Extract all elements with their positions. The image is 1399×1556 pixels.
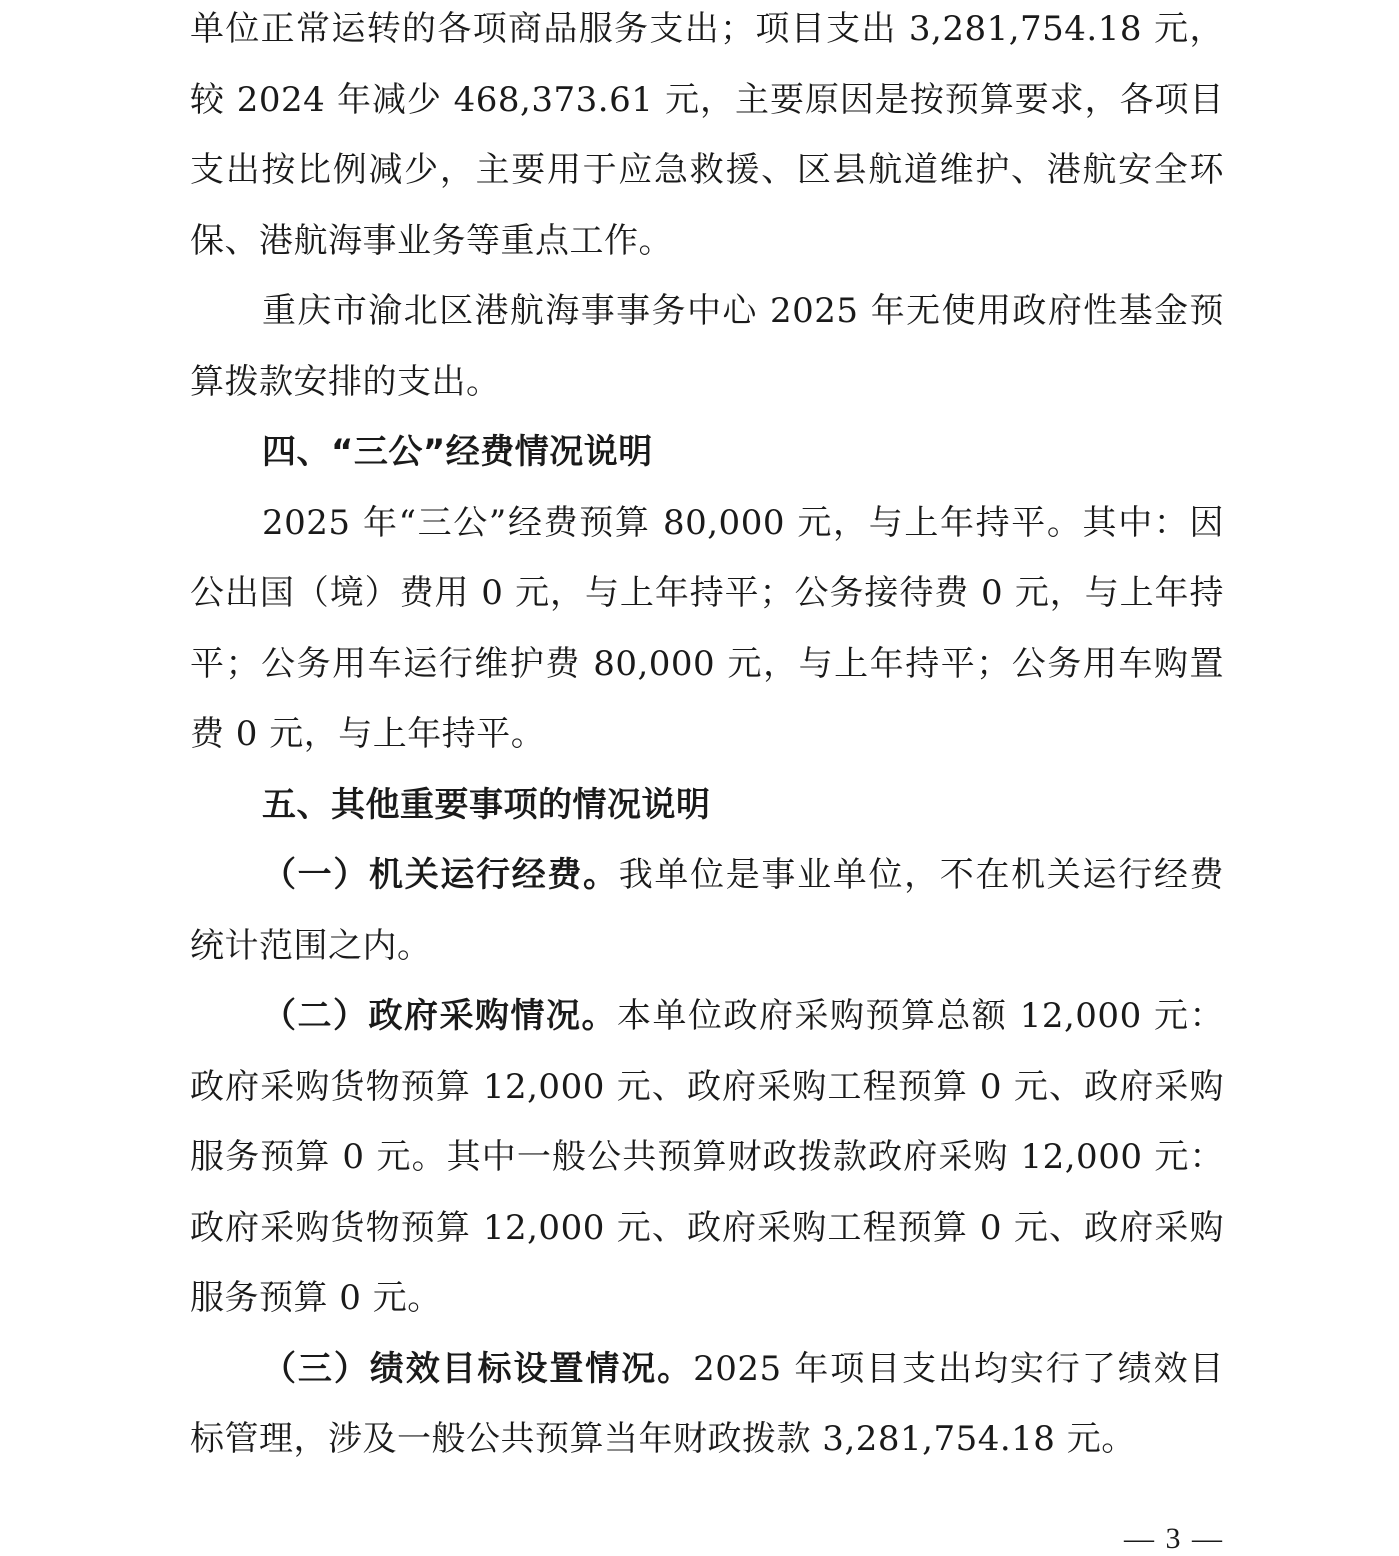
- paragraph-three-public-expenses: 2025 年“三公”经费预算 80,000 元，与上年持平。其中：因公出国（境）费用 0 元，与上年持平；公务接待费 0 元，与上年持平；公务用车运行维护费 80,000 元，与上年持平；公务用车购置费 0 元，与上年持平。: [190, 502, 1224, 754]
- item-three-title: （三）绩效目标设置情况。: [262, 1348, 694, 1389]
- item-one-title: （一）机关运行经费。: [262, 855, 619, 895]
- paragraph-government-fund: 重庆市渝北区港航海事事务中心 2025 年无使用政府性基金预算拨款安排的支出。: [190, 291, 1224, 402]
- item-three-body: 2025 年项目支出均实行了绩效目标管理，涉及一般公共预算当年财政拨款 3,281,754.18 元。: [190, 1348, 1224, 1459]
- paragraph-item-two: [190, 981, 1224, 1334]
- item-two-body: 本单位政府采购预算总额 12,000 元：政府采购货物预算 12,000 元、政府采购工程预算 0 元、政府采购服务预算 0 元。其中一般公共预算财政拨款政府采购 12,000 元：政府采购货物预算 12,000 元、政府采购工程预算 0 元、政府采购服务预算 0 元。: [190, 996, 1224, 1318]
- document-page: [190, 0, 1224, 1554]
- item-one-body: 我单位是事业单位，不在机关运行经费统计范围之内。: [190, 855, 1225, 966]
- paragraph-item-three: [190, 1334, 1224, 1475]
- section-heading-five: 五、其他重要事项的情况说明: [262, 784, 711, 825]
- item-two-title: （二）政府采购情况。: [262, 996, 617, 1036]
- paragraph-item-one: [190, 840, 1224, 981]
- paragraph-project-expense: 单位正常运转的各项商品服务支出；项目支出 3,281,754.18 元，较 2024 年减少 468,373.61 元，主要原因是按预算要求，各项目支出按比例减少，主要用于应急救援、区县航道维护、港航安全环保、港航海事业务等重点工作。: [190, 9, 1224, 261]
- section-heading-four: 四、“三公”经费情况说明: [262, 432, 653, 472]
- page-number: — 3 —: [1124, 1522, 1224, 1555]
